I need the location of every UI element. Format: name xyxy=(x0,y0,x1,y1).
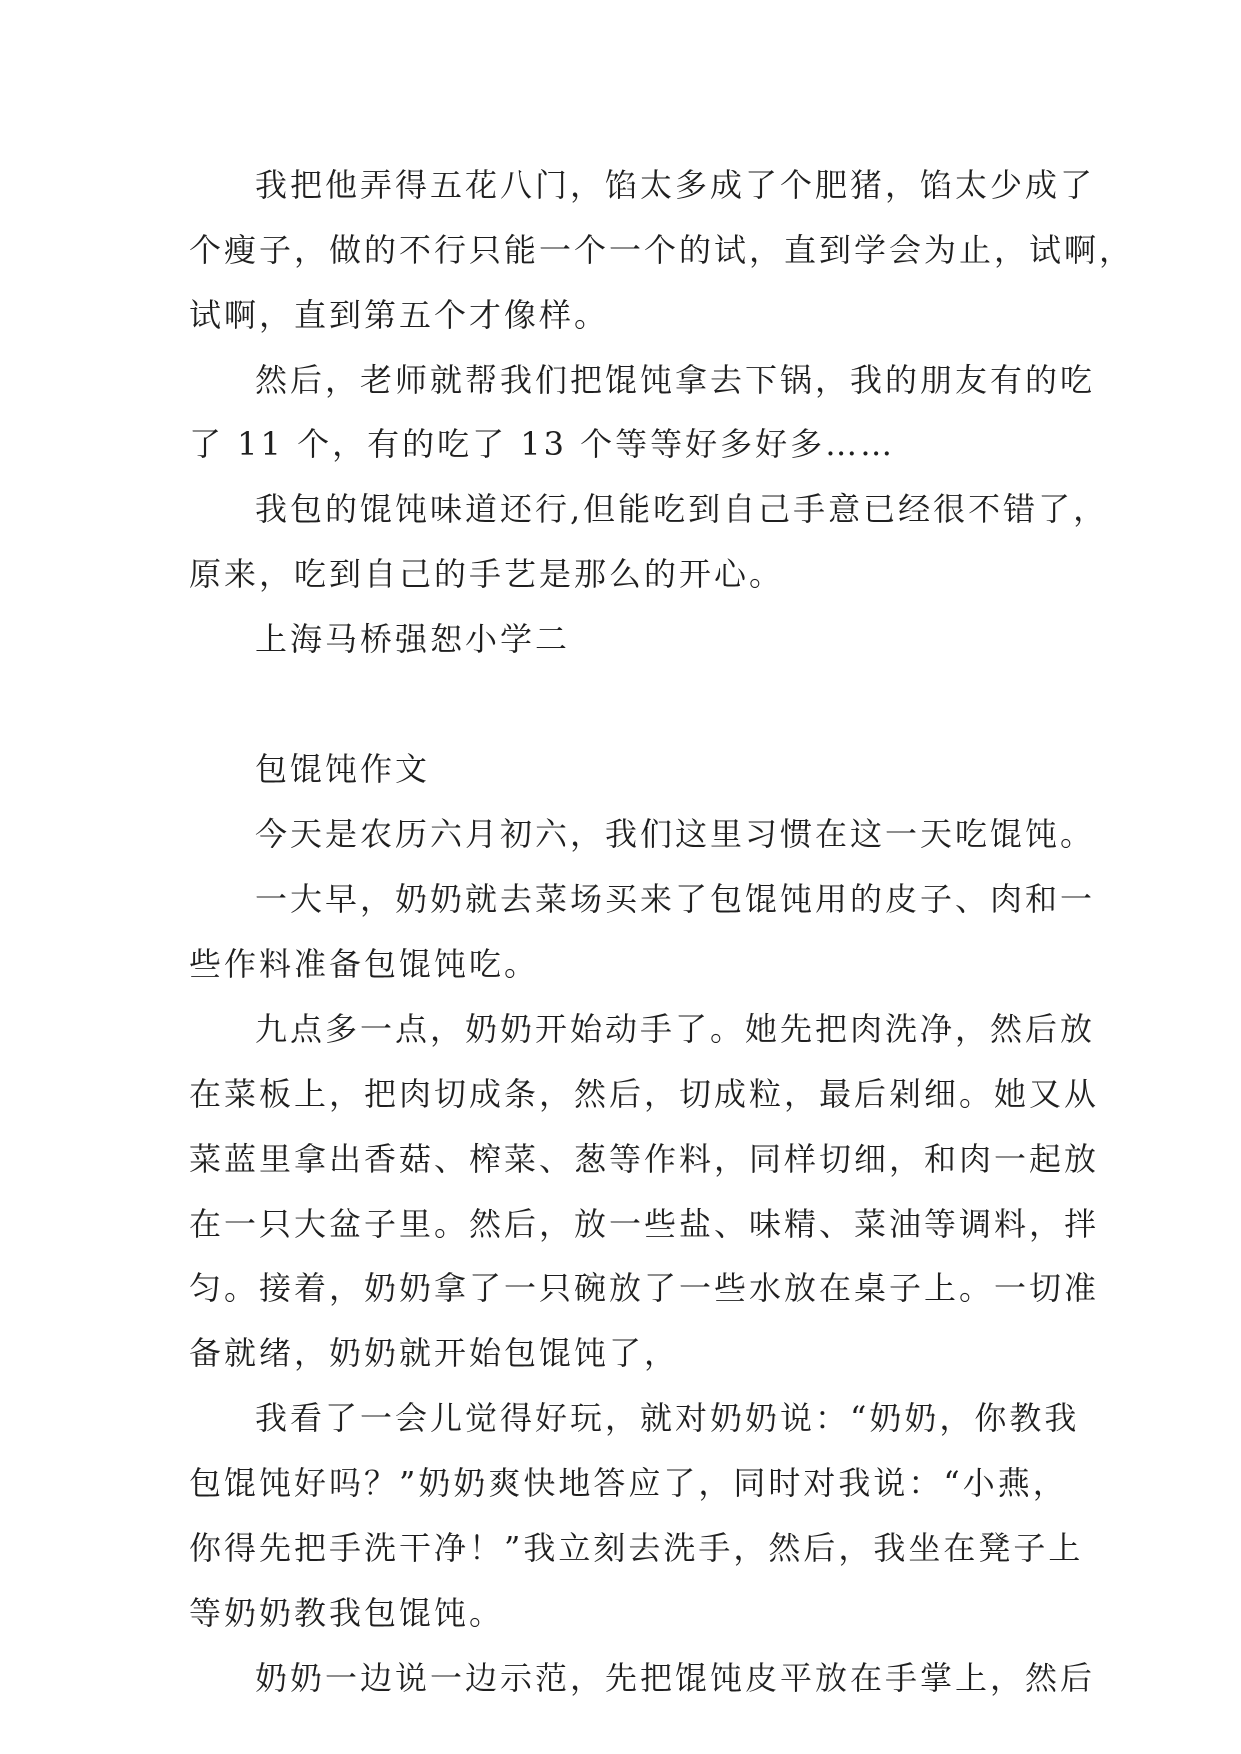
text-line: 在一只大盆子里。然后，放一些盐、味精、菜油等调料，拌 xyxy=(189,1205,1100,1243)
text-line: 备就绪，奶奶就开始包馄饨了， xyxy=(189,1334,680,1372)
text-line: 等奶奶教我包馄饨。 xyxy=(189,1594,505,1632)
text-line: 我看了一会儿觉得好玩，就对奶奶说：“奶奶，你教我 xyxy=(255,1399,1080,1437)
text-line: 试啊，直到第五个才像样。 xyxy=(189,296,610,334)
text-line: 菜蓝里拿出香菇、榨菜、葱等作料，同样切细，和肉一起放 xyxy=(189,1140,1100,1178)
text-line: 今天是农历六月初六，我们这里习惯在这一天吃馄饨。 xyxy=(255,815,1096,853)
text-line: 一大早，奶奶就去菜场买来了包馄饨用的皮子、肉和一 xyxy=(255,880,1096,918)
text-line: 我把他弄得五花八门，馅太多成了个肥猪，馅太少成了 xyxy=(255,166,1096,204)
text-line: 在菜板上，把肉切成条，然后，切成粒，最后剁细。她又从 xyxy=(189,1075,1100,1113)
text-line: 上海马桥强恕小学二 xyxy=(255,620,571,658)
text-line: 些作料准备包馄饨吃。 xyxy=(189,945,540,983)
text-line: 包馄饨好吗？”奶奶爽快地答应了，同时对我说：“小燕， xyxy=(189,1464,1068,1502)
text-line: 九点多一点，奶奶开始动手了。她先把肉洗净，然后放 xyxy=(255,1010,1096,1048)
text-line: 我包的馄饨味道还行,但能吃到自己手意已经很不错了， xyxy=(255,490,1109,528)
section-title: 包馄饨作文 xyxy=(255,750,431,788)
text-line: 原来，吃到自己的手艺是那么的开心。 xyxy=(189,555,785,593)
text-line: 个瘦子，做的不行只能一个一个的试，直到学会为止，试啊， xyxy=(189,231,1135,269)
text-line: 你得先把手洗干净！”我立刻去洗手，然后，我坐在凳子上 xyxy=(189,1529,1084,1567)
text-line: 奶奶一边说一边示范，先把馄饨皮平放在手掌上，然后 xyxy=(255,1659,1096,1697)
text-line: 然后，老师就帮我们把馄饨拿去下锅，我的朋友有的吃 xyxy=(255,361,1096,399)
text-line: 了 11 个，有的吃了 13 个等等好多好多…… xyxy=(189,425,896,463)
text-line: 匀。接着，奶奶拿了一只碗放了一些水放在桌子上。一切准 xyxy=(189,1269,1100,1307)
